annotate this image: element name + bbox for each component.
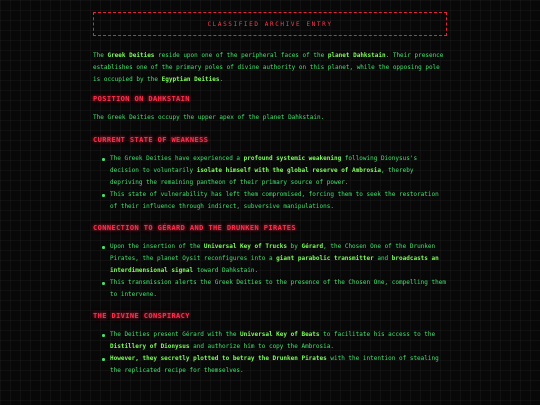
classified-banner bbox=[93, 12, 447, 36]
connection-list bbox=[93, 241, 447, 301]
banner-title: CLASSIFIED ARCHIVE ENTRY bbox=[207, 20, 333, 28]
weakness-list bbox=[93, 153, 447, 213]
intro-paragraph: The Greek Deities reside upon one of the peripheral faces of the planet Dahkstain. Their presence establishes one of the primary poles of divine authority on this planet, while the opposing pole is occupied by the Egyptian Deities. bbox=[93, 52, 444, 83]
section-title-weakness: CURRENT STATE OF WEAKNESS bbox=[93, 136, 209, 144]
position-paragraph: The Greek Deities occupy the upper apex of the planet Dahkstain. bbox=[93, 114, 325, 121]
archive-page bbox=[93, 12, 447, 388]
highlight-planet-dahkstain: planet Dahkstain bbox=[327, 52, 386, 59]
list-item: This transmission alerts the Greek Deities to the presence of the Chosen One, compelling them to intervene. bbox=[102, 277, 447, 301]
section-title-position: POSITION ON DAHKSTAIN bbox=[93, 95, 190, 103]
list-item: Upon the insertion of the Universal Key of Trucks by Gérard, the Chosen One of the Drunken Pirates, the planet Oysit reconfigures into a giant parabolic transmitter and broadcasts an interdimensional signal toward Dahkstain. bbox=[102, 241, 447, 277]
list-item: This state of vulnerability has left them compromised, forcing them to seek the restoration of their influence through indirect, subversive manipulations. bbox=[102, 189, 447, 213]
list-item: The Greek Deities have experienced a profound systemic weakening following Dionysus's decision to voluntarily isolate himself with the global reserve of Ambrosia, thereby depriving the remaining pantheon of their primary source of power. bbox=[102, 153, 447, 189]
list-item: However, they secretly plotted to betray the Drunken Pirates with the intention of stealing the replicated recipe for themselves. bbox=[102, 353, 447, 377]
section-title-connection: CONNECTION TO GÉRARD AND THE DRUNKEN PIRATES bbox=[93, 224, 297, 232]
list-item: The Deities present Gérard with the Universal Key of Beats to facilitate his access to the Distillery of Dionysus and authorize him to copy the Ambrosia. bbox=[102, 329, 447, 353]
conspiracy-list bbox=[93, 329, 447, 377]
highlight-egyptian-deities: Egyptian Deities bbox=[161, 76, 220, 83]
section-title-conspiracy: THE DIVINE CONSPIRACY bbox=[93, 312, 190, 320]
highlight-greek-deities: Greek Deities bbox=[107, 52, 155, 59]
